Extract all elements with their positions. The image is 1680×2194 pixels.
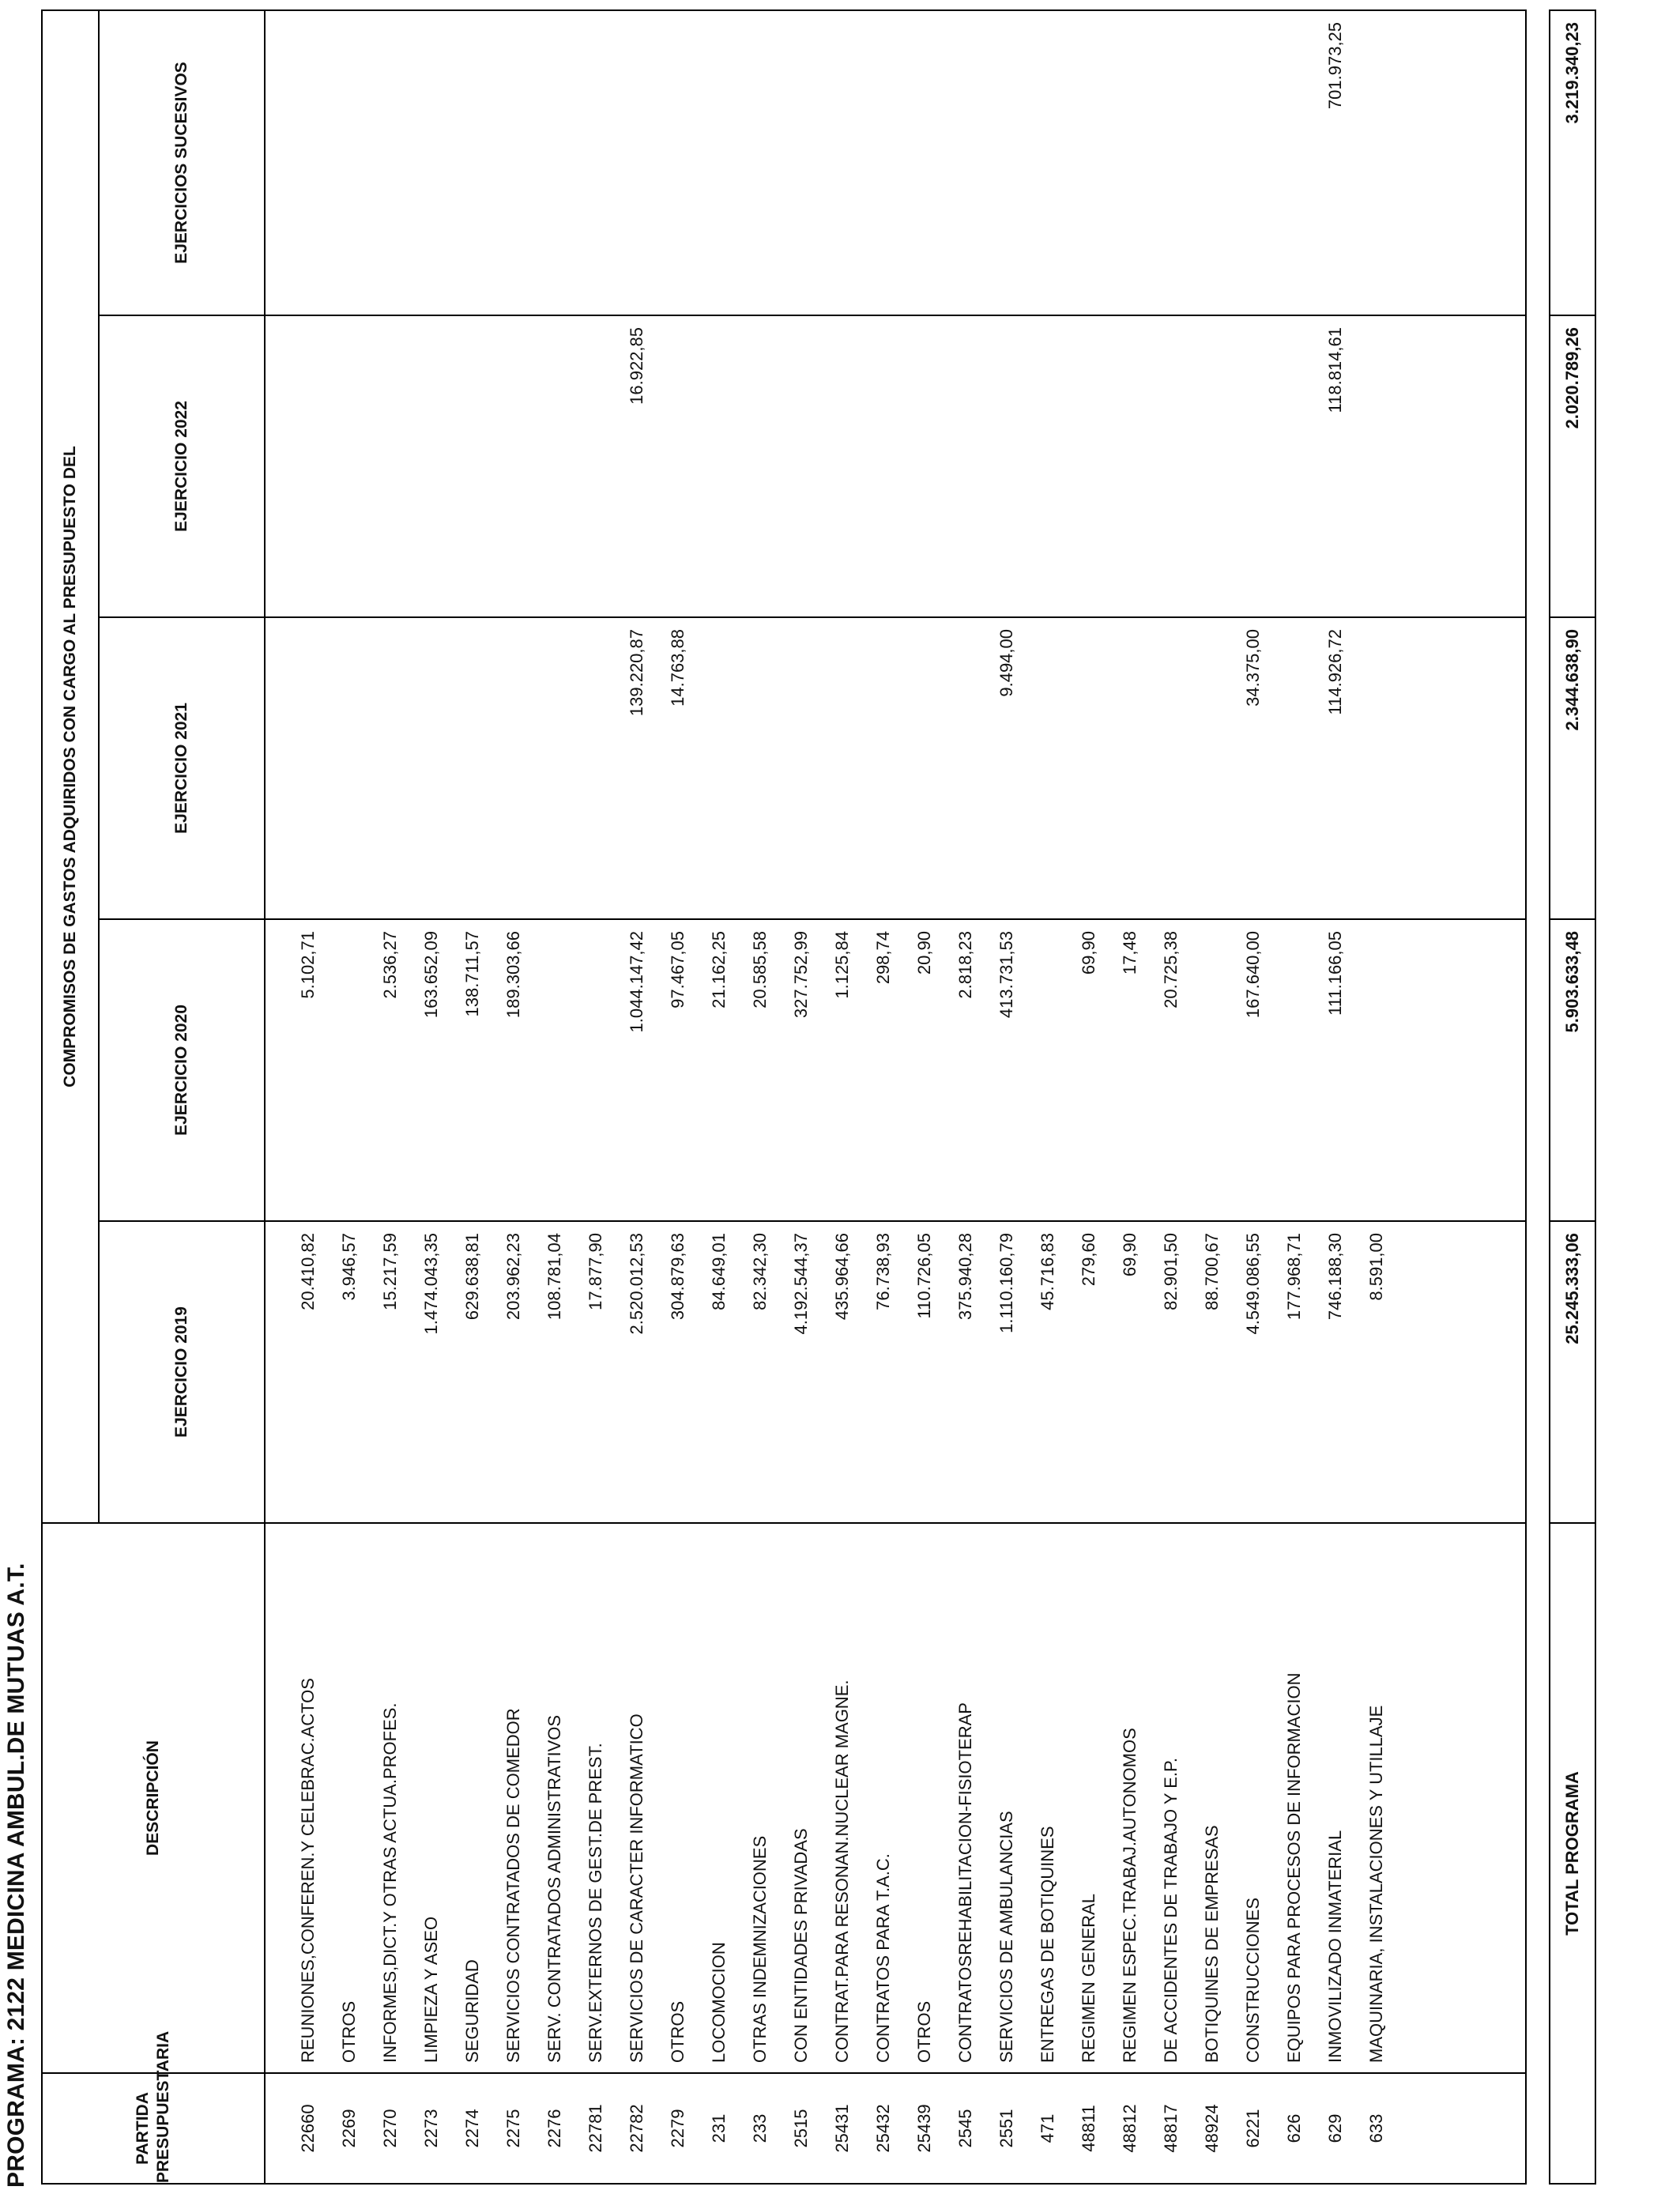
cell-e2022 [452, 316, 493, 616]
cell-e2021: 14.763,88 [668, 629, 687, 707]
column-2021 [265, 617, 1526, 919]
cell-suc [1233, 11, 1274, 315]
cell-descripcion: LIMPIEZA Y ASEO [421, 1916, 441, 2063]
cell-e2021 [288, 618, 329, 918]
cell-e2022 [740, 316, 781, 616]
cell-e2019: 1.110.160,79 [996, 1233, 1016, 1333]
cell-partida: 2276 [544, 2109, 564, 2148]
cell-descripcion: ENTREGAS DE BOTIQUINES [1038, 1826, 1057, 2063]
cell-suc [822, 11, 863, 315]
cell-e2022 [411, 316, 452, 616]
cell-suc [534, 11, 575, 315]
cell-e2019: 82.342,30 [750, 1233, 770, 1310]
cell-e2022 [945, 316, 986, 616]
cell-descripcion: MAQUINARIA, INSTALACIONES Y UTILLAJE [1366, 1705, 1386, 2063]
cell-e2021 [370, 618, 411, 918]
cell-partida: 25432 [873, 2104, 893, 2153]
page-title: PROGRAMA: 2122 MEDICINA AMBUL.DE MUTUAS A.T. [3, 1563, 29, 2188]
cell-e2019: 279,60 [1079, 1233, 1098, 1287]
cell-suc [945, 11, 986, 315]
cell-e2022 [904, 316, 945, 616]
cell-descripcion: CONTRATOS PARA T.A.C. [873, 1853, 893, 2063]
total-2019: 25.245.333,06 [1550, 1221, 1595, 1523]
cell-e2022 [657, 316, 699, 616]
header-partida: PARTIDA PRESUPUESTARIA [42, 2073, 265, 2184]
cell-descripcion: INMOVILIZADO INMATERIAL [1325, 1830, 1345, 2063]
cell-e2020: 413.731,53 [996, 931, 1016, 1019]
column-2019 [265, 1221, 1526, 1523]
cell-descripcion: CONSTRUCCIONES [1243, 1897, 1263, 2063]
cell-suc [1068, 11, 1109, 315]
cell-e2022 [1109, 316, 1151, 616]
cell-e2019: 1.474.043,35 [421, 1233, 441, 1335]
cell-e2019: 2.520.012,53 [627, 1233, 646, 1335]
cell-e2020 [575, 920, 616, 1220]
column-sucesivos [265, 10, 1526, 315]
column-descripcion [265, 1523, 1526, 2073]
cell-partida: 25431 [832, 2104, 852, 2153]
total-row [1549, 9, 1596, 2185]
cell-e2019: 108.781,04 [544, 1233, 564, 1321]
cell-e2019: 435.964,66 [832, 1233, 852, 1321]
cell-e2021 [740, 618, 781, 918]
cell-descripcion: SEGURIDAD [462, 1959, 482, 2063]
cell-partida: 233 [750, 2113, 770, 2143]
cell-suc [288, 11, 329, 315]
cell-e2020: 138.711,57 [462, 931, 482, 1017]
cell-partida: 2273 [421, 2109, 441, 2148]
cell-partida: 2275 [503, 2109, 523, 2148]
cell-suc [657, 11, 699, 315]
header-group: COMPROMISOS DE GASTOS ADQUIRIDOS CON CARGO AL PRESUPUESTO DEL [42, 10, 99, 1523]
cell-e2022: 16.922,85 [627, 327, 646, 405]
cell-e2019: 84.649,01 [709, 1233, 729, 1310]
cell-e2020: 97.467,05 [668, 931, 687, 1008]
cell-e2022 [781, 316, 822, 616]
cell-descripcion: CONTRAT.PARA RESONAN.NUCLEAR MAGNE. [832, 1679, 852, 2063]
cell-suc [781, 11, 822, 315]
cell-partida: 629 [1325, 2113, 1345, 2143]
cell-e2021 [1151, 618, 1192, 918]
cell-e2019: 88.700,67 [1202, 1233, 1222, 1310]
cell-e2021 [822, 618, 863, 918]
cell-e2021 [699, 618, 740, 918]
cell-e2022 [1027, 316, 1068, 616]
cell-suc [616, 11, 657, 315]
header-ejercicio-2020: EJERCICIO 2020 [99, 919, 265, 1221]
cell-e2021 [1068, 618, 1109, 918]
cell-e2021 [904, 618, 945, 918]
cell-e2021 [1192, 618, 1233, 918]
cell-suc [411, 11, 452, 315]
cell-e2021: 9.494,00 [996, 629, 1016, 697]
cell-e2020 [1027, 920, 1068, 1220]
cell-suc [575, 11, 616, 315]
cell-e2022 [493, 316, 534, 616]
cell-e2021 [1027, 618, 1068, 918]
cell-partida: 633 [1366, 2113, 1386, 2143]
cell-e2020: 163.652,09 [421, 931, 441, 1019]
cell-e2021 [1274, 618, 1315, 918]
cell-e2021 [534, 618, 575, 918]
cell-e2021 [452, 618, 493, 918]
cell-e2020: 1.044.147,42 [627, 931, 646, 1033]
cell-partida: 2279 [668, 2109, 687, 2148]
cell-e2020: 167.640,00 [1243, 931, 1263, 1019]
cell-partida: 48812 [1120, 2104, 1139, 2153]
cell-e2021 [945, 618, 986, 918]
cell-descripcion: OTROS [339, 2000, 359, 2063]
cell-e2021 [411, 618, 452, 918]
cell-descripcion: SERV. CONTRATADOS ADMINISTRATIVOS [544, 1714, 564, 2063]
cell-descripcion: SERVICIOS DE CARACTER INFORMATICO [627, 1713, 646, 2063]
cell-partida: 22660 [298, 2104, 318, 2153]
cell-e2020: 20.725,38 [1161, 931, 1181, 1008]
cell-e2020: 327.752,99 [791, 931, 811, 1019]
cell-descripcion: SERVICIOS DE AMBULANCIAS [996, 1811, 1016, 2063]
cell-e2022 [1192, 316, 1233, 616]
cell-descripcion: EQUIPOS PARA PROCESOS DE INFORMACION [1284, 1672, 1304, 2063]
cell-e2019: 629.638,81 [462, 1233, 482, 1321]
header-ejercicio-2022: EJERCICIO 2022 [99, 315, 265, 617]
cell-partida: 2269 [339, 2109, 359, 2148]
cell-e2022 [863, 316, 904, 616]
cell-e2019: 17.877,90 [586, 1233, 605, 1310]
cell-e2020 [534, 920, 575, 1220]
cell-suc [370, 11, 411, 315]
cell-e2020: 2.536,27 [380, 931, 400, 999]
cell-e2019: 76.738,93 [873, 1233, 893, 1310]
cell-suc [1109, 11, 1151, 315]
cell-suc [493, 11, 534, 315]
total-2021: 2.344.638,90 [1550, 617, 1595, 919]
total-sucesivos: 3.219.340,23 [1550, 10, 1595, 315]
cell-e2020 [1274, 920, 1315, 1220]
cell-suc: 701.973,25 [1325, 21, 1345, 110]
cell-e2020: 298,74 [873, 931, 893, 985]
header-ejercicio-2019: EJERCICIO 2019 [99, 1221, 265, 1523]
cell-descripcion: OTROS [668, 2000, 687, 2063]
cell-suc [1027, 11, 1068, 315]
commitments-table [41, 9, 1527, 2185]
cell-e2019: 82.901,50 [1161, 1233, 1181, 1310]
cell-e2022 [822, 316, 863, 616]
cell-e2021: 34.375,00 [1243, 629, 1263, 707]
cell-e2019: 20.410,82 [298, 1233, 318, 1310]
cell-suc [740, 11, 781, 315]
cell-e2022 [329, 316, 370, 616]
cell-partida: 2551 [996, 2109, 1016, 2148]
cell-e2020: 1.125,84 [832, 931, 852, 999]
cell-descripcion: REUNIONES,CONFEREN.Y CELEBRAC.ACTOS [298, 1678, 318, 2063]
cell-e2019: 177.968,71 [1284, 1233, 1304, 1321]
header-ejercicio-2021: EJERCICIO 2021 [99, 617, 265, 919]
cell-partida: 2274 [462, 2109, 482, 2148]
cell-e2021 [1109, 618, 1151, 918]
cell-e2022 [575, 316, 616, 616]
cell-e2022 [986, 316, 1027, 616]
cell-suc [1192, 11, 1233, 315]
cell-e2019: 3.946,57 [339, 1233, 359, 1301]
cell-partida: 48817 [1161, 2104, 1181, 2153]
cell-descripcion: CONTRATOSREHABILITACION-FISIOTERAP [955, 1702, 975, 2063]
cell-suc [452, 11, 493, 315]
cell-e2019: 375.940,28 [955, 1233, 975, 1321]
cell-e2020 [1192, 920, 1233, 1220]
cell-descripcion: OTRAS INDEMNIZACIONES [750, 1835, 770, 2063]
cell-partida: 25439 [914, 2104, 934, 2153]
cell-descripcion: DE ACCIDENTES DE TRABAJO Y E.P. [1161, 1758, 1181, 2063]
cell-e2022 [1356, 316, 1397, 616]
cell-suc [986, 11, 1027, 315]
cell-e2020: 189.303,66 [503, 931, 523, 1019]
cell-descripcion: REGIMEN ESPEC.TRABAJ.AUTONOMOS [1120, 1728, 1139, 2063]
cell-e2020 [329, 920, 370, 1220]
cell-e2022 [1233, 316, 1274, 616]
column-2022 [265, 315, 1526, 617]
total-label: TOTAL PROGRAMA [1550, 1523, 1595, 2184]
cell-partida: 2270 [380, 2109, 400, 2148]
cell-e2019: 45.716,83 [1038, 1233, 1057, 1310]
cell-partida: 6221 [1243, 2109, 1263, 2148]
cell-descripcion: REGIMEN GENERAL [1079, 1894, 1098, 2063]
cell-e2022 [699, 316, 740, 616]
cell-e2021 [575, 618, 616, 918]
cell-e2019: 4.192.544,37 [791, 1233, 811, 1335]
cell-e2021: 114.926,72 [1325, 629, 1345, 715]
cell-descripcion: LOCOMOCION [709, 1942, 729, 2063]
cell-e2022 [1274, 316, 1315, 616]
cell-e2022 [1068, 316, 1109, 616]
total-2020: 5.903.633,48 [1550, 919, 1595, 1221]
cell-descripcion: OTROS [914, 2000, 934, 2063]
cell-e2019: 110.726,05 [914, 1233, 934, 1319]
cell-e2021 [863, 618, 904, 918]
cell-partida: 22782 [627, 2104, 646, 2153]
cell-suc [699, 11, 740, 315]
cell-e2019: 69,90 [1120, 1233, 1139, 1277]
cell-e2019: 203.962,23 [503, 1233, 523, 1321]
cell-e2022: 118.814,61 [1325, 327, 1345, 413]
cell-descripcion: INFORMES,DICT.Y OTRAS ACTUA.PROFES. [380, 1702, 400, 2063]
cell-descripcion: SERVICIOS CONTRATADOS DE COMEDOR [503, 1708, 523, 2063]
cell-e2020: 20,90 [914, 931, 934, 975]
cell-descripcion: BOTIQUINES DE EMPRESAS [1202, 1825, 1222, 2063]
cell-e2021 [781, 618, 822, 918]
header-descripcion: DESCRIPCIÓN [42, 1523, 265, 2073]
cell-suc [904, 11, 945, 315]
cell-partida: 2545 [955, 2109, 975, 2148]
cell-descripcion: SERV.EXTERNOS DE GEST.DE PREST. [586, 1743, 605, 2063]
cell-e2020: 21.162,25 [709, 931, 729, 1008]
cell-suc [1356, 11, 1397, 315]
cell-e2020: 5.102,71 [298, 931, 318, 999]
cell-e2021 [1356, 618, 1397, 918]
cell-e2022 [288, 316, 329, 616]
cell-e2020: 69,90 [1079, 931, 1098, 975]
header-ejercicios-sucesivos: EJERCICIOS SUCESIVOS [99, 10, 265, 315]
cell-e2019: 4.549.086,55 [1243, 1233, 1263, 1335]
cell-partida: 48811 [1079, 2105, 1098, 2152]
cell-partida: 48924 [1202, 2104, 1222, 2153]
cell-e2020: 20.585,58 [750, 931, 770, 1008]
cell-e2021: 139.220,87 [627, 629, 646, 717]
cell-partida: 231 [709, 2113, 729, 2143]
cell-e2021 [329, 618, 370, 918]
cell-suc [1274, 11, 1315, 315]
cell-partida: 22781 [586, 2104, 605, 2153]
cell-e2021 [493, 618, 534, 918]
cell-partida: 626 [1284, 2113, 1304, 2143]
cell-e2020 [1356, 920, 1397, 1220]
cell-partida: 2515 [791, 2109, 811, 2148]
cell-descripcion: CON ENTIDADES PRIVADAS [791, 1828, 811, 2063]
cell-e2022 [1151, 316, 1192, 616]
cell-suc [329, 11, 370, 315]
cell-e2019: 304.879,63 [668, 1233, 687, 1321]
column-2020 [265, 919, 1526, 1221]
cell-e2020: 111.166,05 [1325, 931, 1345, 1016]
cell-suc [1151, 11, 1192, 315]
cell-e2019: 746.188,30 [1325, 1233, 1345, 1321]
column-partida [265, 2073, 1526, 2184]
cell-e2020: 2.818,23 [955, 931, 975, 999]
cell-suc [863, 11, 904, 315]
cell-e2022 [534, 316, 575, 616]
cell-e2020: 17,48 [1120, 931, 1139, 975]
cell-e2019: 15.217,59 [380, 1233, 400, 1310]
cell-e2022 [370, 316, 411, 616]
cell-e2019: 8.591,00 [1366, 1233, 1386, 1301]
cell-partida: 471 [1038, 2113, 1057, 2143]
total-2022: 2.020.789,26 [1550, 315, 1595, 617]
